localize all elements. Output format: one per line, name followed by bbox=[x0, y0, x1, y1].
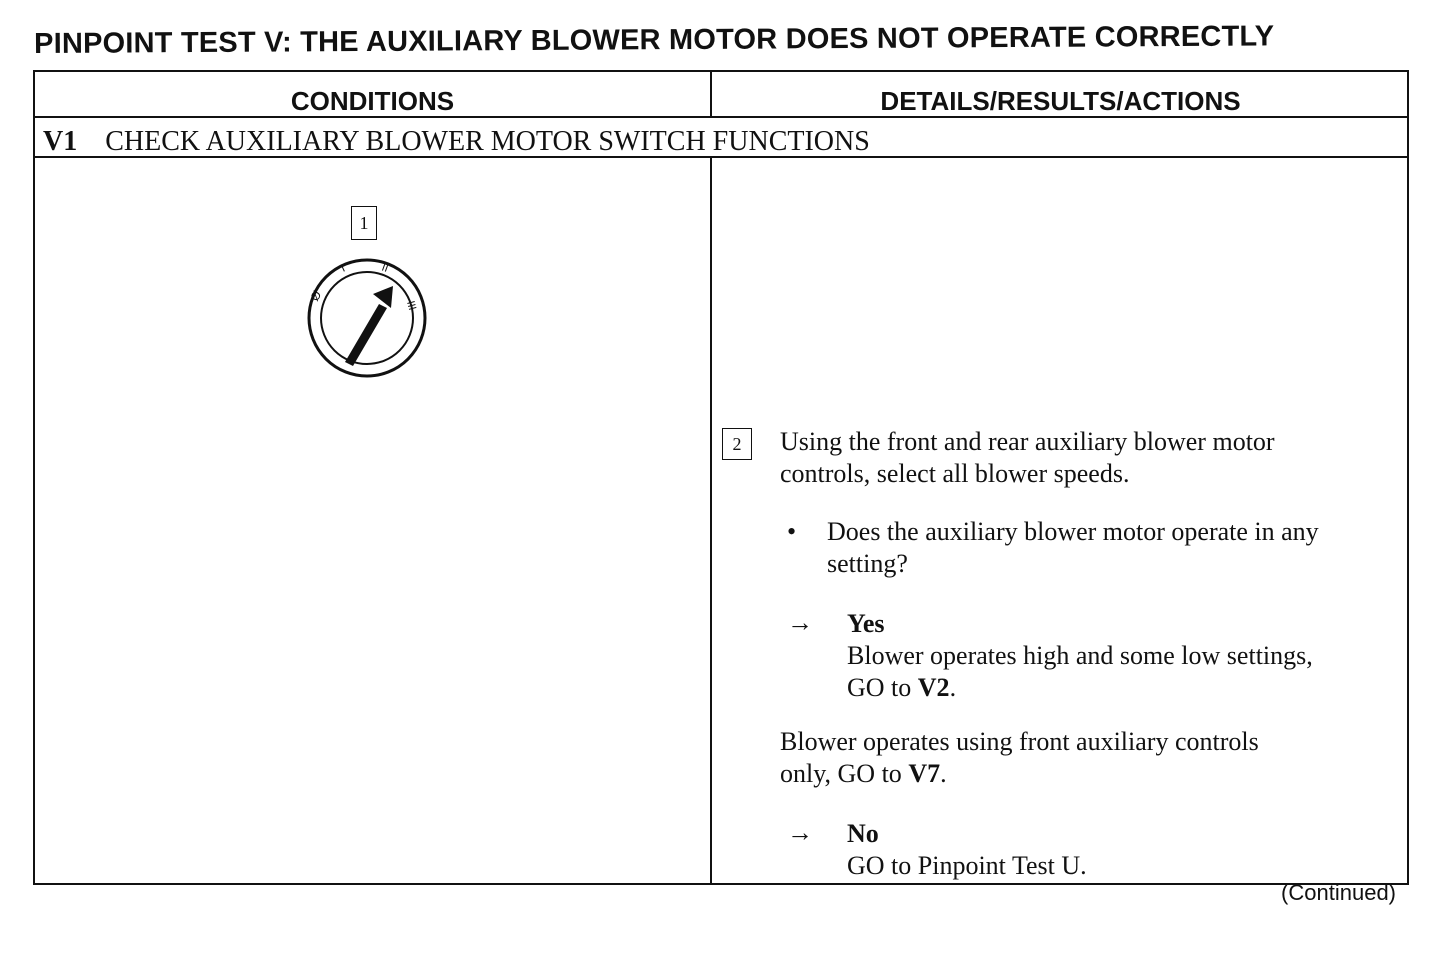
yes-line-1: Blower operates high and some low settings, bbox=[847, 641, 1313, 670]
instruction-line-2: controls, select all blower speeds. bbox=[780, 459, 1130, 488]
step-id: V1 bbox=[43, 126, 78, 157]
switch-label-3: III bbox=[404, 299, 419, 312]
yes-line-2: GO to V2. bbox=[847, 673, 957, 702]
page-title: PINPOINT TEST V: THE AUXILIARY BLOWER MOTOR DOES NOT OPERATE CORRECTLY bbox=[34, 20, 1275, 60]
question-text bbox=[827, 516, 1407, 580]
yes-result bbox=[847, 608, 1407, 704]
pinpoint-test-table bbox=[33, 70, 1409, 885]
details-header: DETAILS/RESULTS/ACTIONS bbox=[880, 86, 1241, 116]
question-line-2: setting? bbox=[827, 549, 908, 578]
no-result bbox=[847, 818, 1407, 882]
switch-label-1: I bbox=[339, 262, 348, 275]
switch-label-2: II bbox=[379, 261, 390, 275]
body-column-divider bbox=[710, 156, 712, 885]
alternate-line-1: Blower operates using front auxiliary controls bbox=[780, 727, 1259, 756]
no-arrow-icon: → bbox=[787, 818, 813, 847]
continued-note: (Continued) bbox=[1281, 880, 1396, 905]
no-label: No bbox=[847, 819, 879, 848]
instruction-line-1: Using the front and rear auxiliary blower motor bbox=[780, 427, 1275, 456]
alternate-line-2: only, GO to V7. bbox=[780, 759, 947, 788]
ref-v7: V7 bbox=[908, 759, 941, 788]
instruction-text bbox=[780, 426, 1400, 490]
alternate-result bbox=[780, 726, 1400, 790]
blower-switch-dial-icon bbox=[303, 254, 431, 382]
yes-arrow-icon: → bbox=[787, 608, 813, 637]
ref-v2: V2 bbox=[917, 673, 950, 702]
question-bullet: • bbox=[787, 517, 797, 546]
switch-label-off: Ø bbox=[307, 288, 325, 304]
step-title: CHECK AUXILIARY BLOWER MOTOR SWITCH FUNCTIONS bbox=[105, 126, 870, 157]
condition-callout-1: 1 bbox=[351, 206, 377, 240]
question-line-1: Does the auxiliary blower motor operate in any bbox=[827, 517, 1319, 546]
conditions-header: CONDITIONS bbox=[290, 86, 455, 116]
no-line-1: GO to Pinpoint Test U. bbox=[847, 851, 1087, 880]
step-heading bbox=[43, 126, 870, 158]
yes-label: Yes bbox=[847, 609, 885, 638]
detail-callout-2: 2 bbox=[722, 428, 752, 460]
